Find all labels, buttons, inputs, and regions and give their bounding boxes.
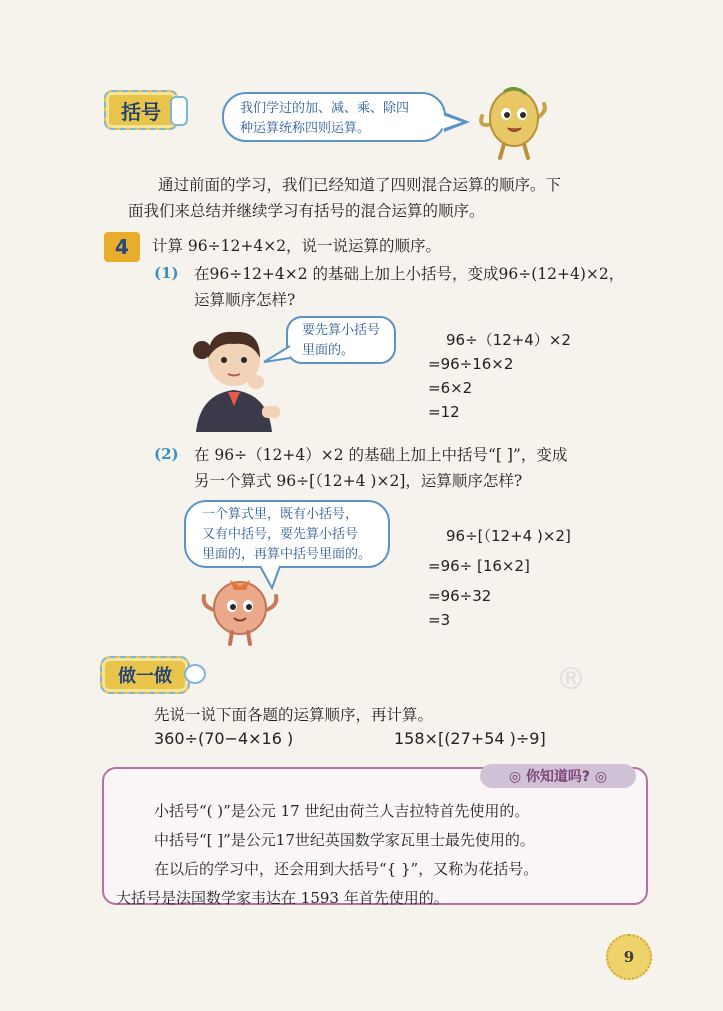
part2-step-4: =3: [428, 611, 451, 629]
part2-bubble-line-1: 一个算式里，既有小括号，: [202, 507, 359, 522]
intro-para-line-1: 通过前面的学习，我们已经知道了四则混合运算的顺序。下: [158, 176, 562, 194]
part1-mark: (1): [154, 264, 179, 282]
part2-text-line-1: 在 96÷（12+4）×2 的基础上加上中括号“[ ]”，变成: [194, 446, 568, 464]
part1-step-4: =12: [428, 403, 460, 421]
part1-text: [194, 261, 664, 313]
practice-tag-tail: [184, 664, 206, 684]
part2-speech-bubble: [184, 500, 390, 568]
intro-bubble-line-2: 种运算统称四则运算。: [240, 121, 371, 136]
registered-mark: ®: [556, 662, 586, 697]
example-number-badge: 4: [104, 232, 140, 262]
did-you-know-badge: ◎ 你知道吗? ◎: [480, 764, 636, 788]
intro-paragraph: [128, 172, 658, 224]
intro-bubble-line-1: 我们学过的加、减、乘、除四: [240, 101, 410, 116]
part1-step-2: =96÷16×2: [428, 355, 514, 373]
ball-mascot-icon: [200, 566, 280, 646]
part1-step-1: 96÷（12+4）×2: [446, 331, 571, 349]
part2-step-2: =96÷ [16×2]: [428, 557, 530, 575]
part2-text-line-2: 另一个算式 96÷[（12+4 )×2]，运算顺序怎样?: [194, 472, 523, 490]
part1-speech-bubble: [286, 316, 396, 364]
part1-text-line-1: 在96÷12+4×2 的基础上加上小括号，变成96÷(12+4)×2，: [194, 265, 625, 283]
part2-text: [194, 442, 664, 494]
part2-step-1: 96÷[（12+4 )×2]: [446, 527, 571, 545]
part1-step-3: =6×2: [428, 379, 473, 397]
potato-mascot-icon: [474, 82, 554, 162]
part1-text-line-2: 运算顺序怎样?: [194, 291, 296, 309]
girl-thinking-icon: [186, 320, 282, 432]
page-number: 9: [606, 934, 652, 980]
part2-step-3: =96÷32: [428, 587, 492, 605]
part2-mark: (2): [154, 445, 179, 463]
section-tag-scroll: [170, 96, 188, 126]
practice-instruction: 先说一说下面各题的运算顺序，再计算。: [154, 706, 434, 724]
practice-problem-1: 360÷(70−4×16 ): [154, 729, 294, 748]
part1-bubble-line-1: 要先算小括号: [302, 323, 381, 338]
part2-bubble-line-3: 里面的，再算中括号里面的。: [202, 547, 372, 562]
part1-bubble-line-2: 里面的。: [302, 343, 355, 358]
did-you-know-text: [116, 797, 640, 913]
intro-bubble-tail-inner: [442, 115, 462, 129]
section-tag-brackets: 括号: [104, 90, 178, 130]
did-you-know-line-4: 大括号是法国数学家韦达在 1593 年首先使用的。: [116, 889, 449, 907]
part1-steps: [428, 328, 571, 424]
practice-tag: 做一做: [100, 656, 190, 694]
did-you-know-line-2: 中括号“[ ]”是公元17世纪英国数学家瓦里士最先使用的。: [154, 831, 535, 849]
did-you-know-line-3: 在以后的学习中，还会用到大括号“{ }”，又称为花括号。: [154, 860, 539, 878]
part1-bubble-tail: [262, 344, 292, 366]
intro-speech-bubble: [222, 92, 446, 142]
intro-para-line-2: 面我们来总结并继续学习有括号的混合运算的顺序。: [128, 202, 485, 220]
did-you-know-line-1: 小括号“( )”是公元 17 世纪由荷兰人吉拉特首先使用的。: [154, 802, 530, 820]
part2-bubble-line-2: 又有中括号，要先算小括号: [202, 527, 359, 542]
part2-steps: [428, 524, 571, 632]
example-prompt: 计算 96÷12+4×2，说一说运算的顺序。: [152, 237, 442, 255]
practice-problem-2: 158×[(27+54 )÷9]: [394, 729, 546, 748]
